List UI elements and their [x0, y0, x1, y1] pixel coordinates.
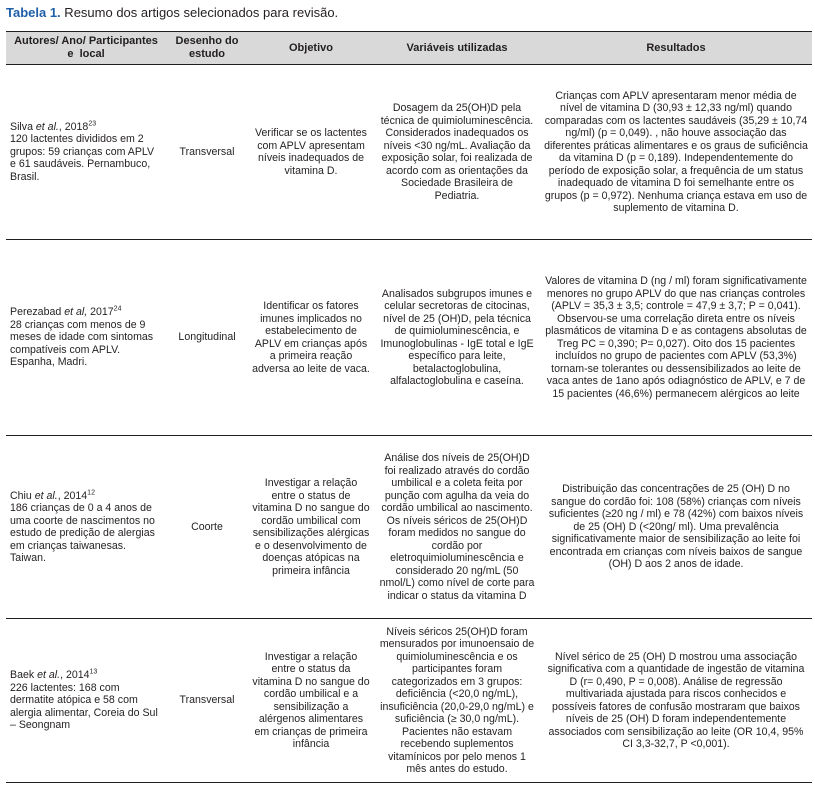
- cell-results: Nível sérico de 25 (OH) D mostrou uma associação significativa com a quantidade de ingestão de vitamina D (r= 0,490, P = 0,008). Análise de regressão multivariada ajustada para riscos conhecidos e possíveis fatores de confusão mostraram que baixos níveis de 25 (OH) D foram independentemente associados com sensibilização ao leite (OR 10,4, 95% CI 3,3-32,7, P <0,001).: [540, 619, 812, 783]
- table-caption: [6, 5, 338, 21]
- cell-variables: Níveis séricos 25(OH)D foram mensurados por imunoensaio de quimioluminescência e os participantes foram categorizados em 3 grupos: deficiência (<20,0 ng/mL), insuficiência (20,0-29,0 ng/mL) e suficiência (≥ 30,0 ng/mL). Pacientes não estavam recebendo suplementos vitamínicos por pelo menos 1 mês antes do estudo.: [374, 619, 540, 783]
- cell-design: Coorte: [166, 436, 248, 619]
- cell-authors: Perezabad et al, 2017$^{24}$ 28 crianças com menos de 9 meses de idade com sintomas compatíveis com APLV. Espanha, Madri.: [6, 240, 166, 436]
- header-objective: Objetivo: [248, 32, 374, 65]
- header-results: Resultados: [540, 32, 812, 65]
- cell-objective: Verificar se os lactentes com APLV apresentam níveis inadequados de vitamina D.: [248, 65, 374, 240]
- table-row: [6, 65, 812, 240]
- cell-variables: Dosagem da 25(OH)D pela técnica de quimioluminescência. Considerados inadequados os níveis <30 ng/mL. Avaliação da exposição solar, foi realizada de acordo com as orientações da Sociedade Brasileira de Pediatria.: [374, 65, 540, 240]
- cell-results: Valores de vitamina D (ng / ml) foram significativamente menores no grupo APLV do que nas crianças controles (APLV = 35,3 ± 3,5; controle = 47,9 ± 3,7; P = 0,041). Observou-se uma correlação direta entre os níveis plasmáticos de vitamina D e as contagens absolutas de Treg PC = 0,390; P= 0,027). Oito dos 15 pacientes incluídos no grupo de pacientes com APLV (53,3%) tornam-se tolerantes ou dessensibilizados ao leite de vaca antes de 1ano após odiagnóstico de APLV, e 7 de 15 pacientes (46,6%) permanecem alérgicos ao leite: [540, 240, 812, 436]
- cell-design: Transversal: [166, 619, 248, 783]
- cell-variables: Análise dos níveis de 25(OH)D foi realizado através do cordão umbilical e a coleta feita por punção com agulha da veia do cordão umbilical ao nascimento. Os níveis séricos de 25(OH)D foram medidos no sangue do cordão por eletroquimioluminescência e considerado 20 ng/mL (50 nmol/L) como nível de corte para indicar o status da vitamina D: [374, 436, 540, 619]
- header-authors: Autores/ Ano/ Participantes e local: [6, 32, 166, 65]
- cell-authors: Chiu et al., 2014$^{12}$ 186 crianças de 0 a 4 anos de uma coorte de nascimentos no estudo de predição de alergias em crianças taiwanesas. Taiwan.: [6, 436, 166, 619]
- header-variables: Variáveis utilizadas: [374, 32, 540, 65]
- cell-objective: Investigar a relação entre o status de vitamina D no sangue do cordão umbilical com sensibilizações alérgicas e o desenvolvimento de doenças atópicas na primeira infância: [248, 436, 374, 619]
- table-header-row: [6, 32, 812, 65]
- cell-objective: Identificar os fatores imunes implicados no estabelecimento de APLV em crianças após a primeira reação adversa ao leite de vaca.: [248, 240, 374, 436]
- cell-objective: Investigar a relação entre o status da vitamina D no sangue do cordão umbilical e a sensibilização a alérgenos alimentares em crianças de primeira infância: [248, 619, 374, 783]
- cell-results: Distribuição das concentrações de 25 (OH) D no sangue do cordão foi: 108 (58%) crianças com níveis suficientes (≥20 ng / ml) e 78 (42%) com baixos níveis de 25 (OH) D (<20ng/ ml). Uma prevalência significativamente maior de sensibilização ao leite foi encontrada em crianças com níveis baixos de sangue (OH) D aos 2 anos de idade.: [540, 436, 812, 619]
- caption-label: Tabela 1.: [6, 5, 61, 20]
- header-design: Desenho do estudo: [166, 32, 248, 65]
- cell-authors: Baek et al., 2014$^{13}$ 226 lactentes: 168 com dermatite atópica e 58 com alergia alimentar, Coreia do Sul – Seongnam: [6, 619, 166, 783]
- review-table: [6, 31, 812, 783]
- cell-design: Transversal: [166, 65, 248, 240]
- cell-design: Longitudinal: [166, 240, 248, 436]
- cell-results: Crianças com APLV apresentaram menor média de nível de vitamina D (30,93 ± 12,33 ng/ml) quando comparadas com os lactentes saudáveis (35,29 ± 10,74 ng/ml) (p = 0,049). , não houve associação das diferentes práticas alimentares e os graus de suficiência da vitamina D (p = 0,189). Independentemente do período de exposição solar, a frequência de um status inadequado de vitamina D foi semelhante entre os grupos (p = 0,972). Nenhuma criança estava em uso de suplemento de vitamina D.: [540, 65, 812, 240]
- table-row: [6, 436, 812, 619]
- caption-text: Resumo dos artigos selecionados para revisão.: [60, 5, 339, 20]
- table-row: [6, 240, 812, 436]
- cell-authors: Silva et al., 2018$^{23}$ 120 lactentes divididos em 2 grupos: 59 crianças com APLV e 61 saudáveis. Pernambuco, Brasil.: [6, 65, 166, 240]
- cell-variables: Analisados subgrupos imunes e celular secretoras de citocinas, nível de 25 (OH)D, pela técnica de quimioluminescência, e Imunoglobulinas - IgE total e IgE específico para leite, betalactoglobulina, alfalactoglobulina e caseína.: [374, 240, 540, 436]
- table-row: [6, 619, 812, 783]
